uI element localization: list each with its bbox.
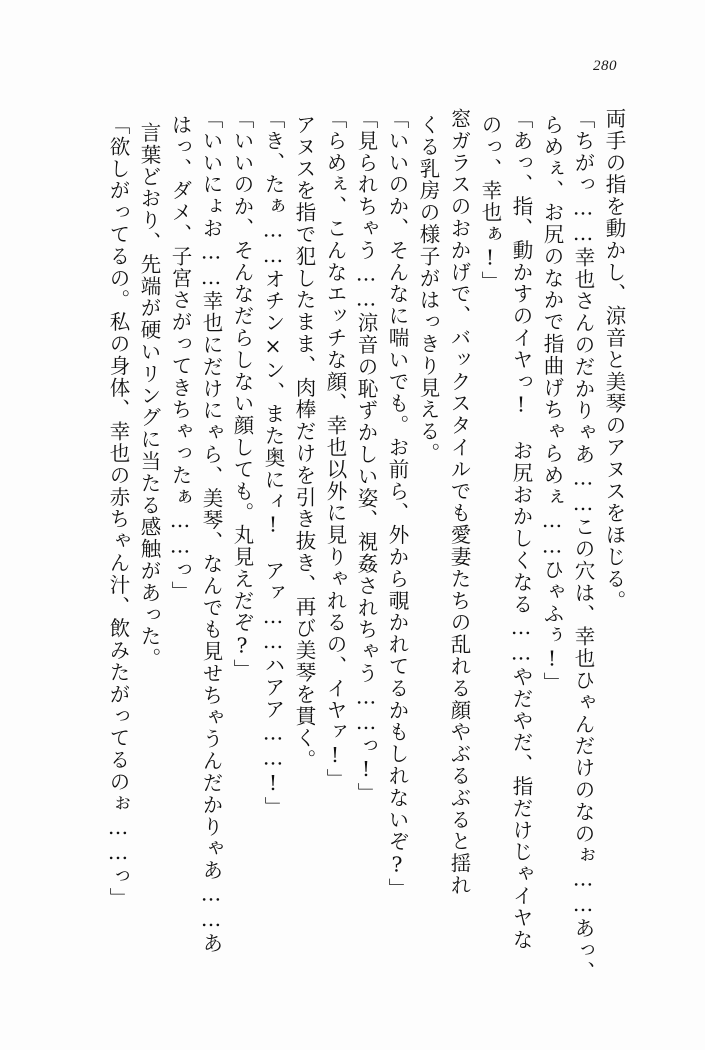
text-column: 「見られちゃう……涼音の恥ずかしい姿、視姦されちゃう……っ!」 bbox=[354, 108, 378, 805]
text-column: らめぇ、お尻のなかで指曲げちゃらめぇ……ひゃふぅ!」 bbox=[540, 114, 564, 694]
text-column: 「いいのか、そんなだらしない顔しても。丸見えだぞ?」 bbox=[230, 108, 254, 681]
text-column: 「いいのか、そんなに喘いでも。お前ら、外から覗かれてるかもしれないぞ?」 bbox=[385, 108, 409, 900]
text-column: 言葉どおり、先端が硬いリングに当たる感触があった。 bbox=[137, 122, 161, 670]
text-column: 両手の指を動かし、涼音と美琴のアヌスをほじる。 bbox=[602, 108, 626, 612]
vertical-text-body bbox=[84, 108, 626, 984]
text-column: 「らめぇ、こんなエッチな顔、幸也以外に見りゃれるの、イヤァ!」 bbox=[323, 108, 347, 791]
text-column: 「いいにょお……幸也にだけにゃら、美琴、なんでも見せちゃうんだかりゃあ……あ bbox=[199, 108, 223, 955]
page-number: 280 bbox=[593, 58, 617, 74]
text-column: くる乳房の様子がはっきり見える。 bbox=[416, 114, 440, 465]
text-column: 「き、たぁ……オチン×ン、また奥にィ! アァ……ハアア……!」 bbox=[261, 108, 285, 819]
text-column: 「ちがっ……幸也さんのだかりゃあ……この穴は、幸也ひゃんだけのなのぉ……あっ、 bbox=[571, 108, 595, 984]
text-column: 窓ガラスのおかげで、バックスタイルでも愛妻たちの乱れる顔やぶるぶると揺れ bbox=[447, 108, 471, 897]
text-column: のっ、幸也ぁ!」 bbox=[478, 114, 502, 293]
text-column: アヌスを指で犯したまま、肉棒だけを引き抜き、再び美琴を貫く。 bbox=[292, 114, 316, 771]
text-column: はっ、ダメ、子宮さがってきちゃったぁ……っ」 bbox=[168, 114, 192, 603]
text-column: 「欲しがってるの。私の身体、幸也の赤ちゃん汁、飲みたがってるのぉ……っ」 bbox=[106, 114, 130, 910]
text-column: 「あっ、指、動かすのイヤっ! お尻おかしくなる……やだやだ、指だけじゃイヤな bbox=[509, 108, 533, 951]
